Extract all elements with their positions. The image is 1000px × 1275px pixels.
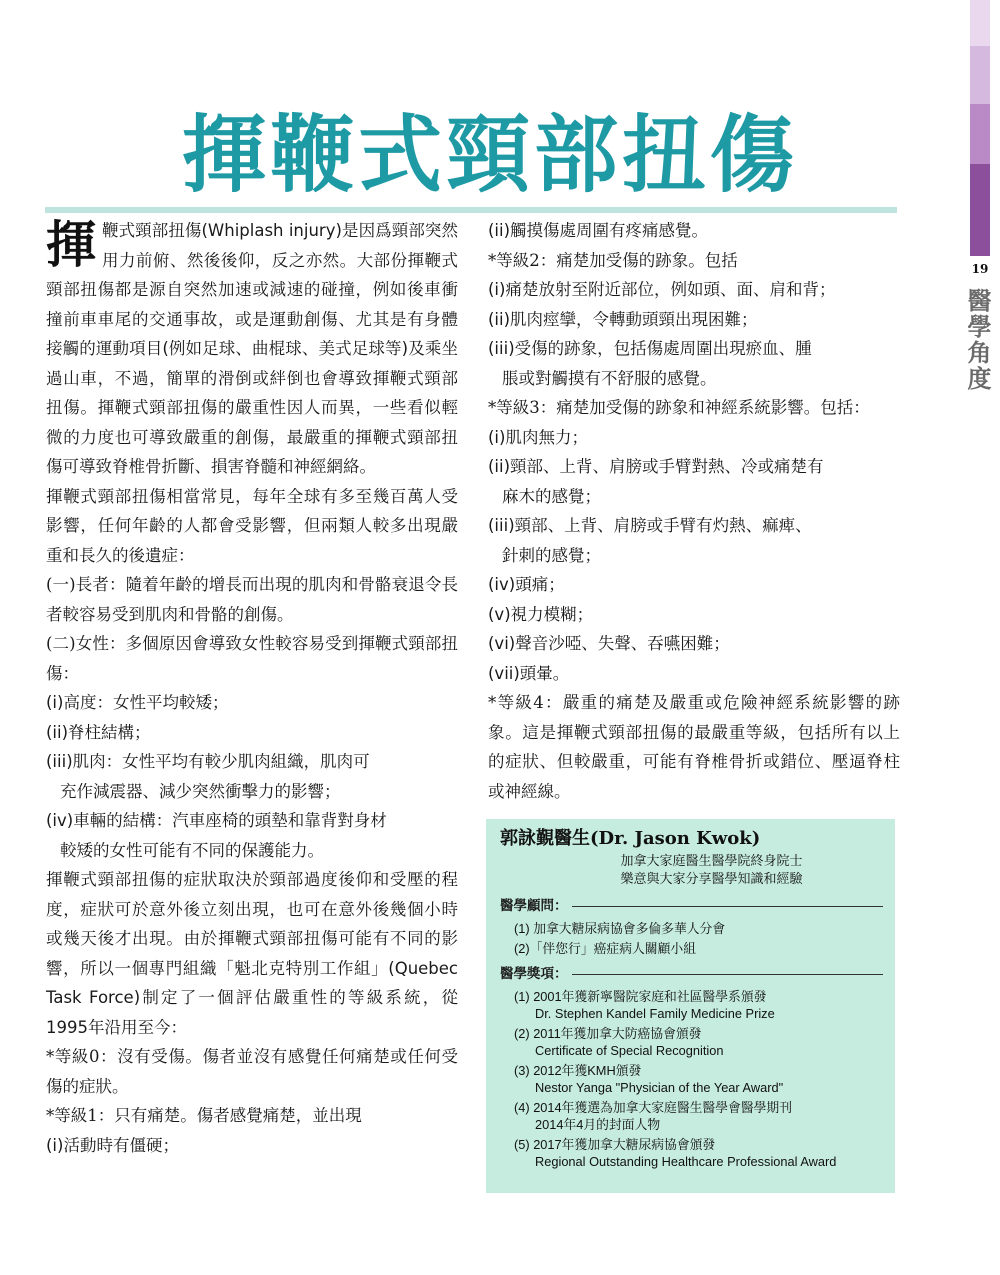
symptoms-paragraph: 揮鞭式頸部扭傷的症狀取決於頸部過度後仰和受壓的程度，症狀可於意外後立刻出現，也可在意外後幾個小時或幾天後才出現。由於揮鞭式頸部扭傷可能有不同的影響，所以一個專門組織「魁北克特別工作組」(Quebec Task Force)制定了一個評估嚴重性的等級系統，從1995年沿用至今： xyxy=(46,870,458,1037)
grade-4: *等級4：嚴重的痛楚及嚴重或危險神經系統影響的跡象。這是揮鞭式頸部扭傷的最嚴重等級，包括所有以上的症狀、但較嚴重，可能有脊椎骨折或錯位、壓逼脊柱或神經線。 xyxy=(488,693,900,801)
women-reason-4-cont: 較矮的女性可能有不同的保護能力。 xyxy=(60,840,324,860)
awards-rule xyxy=(572,974,884,975)
advisor-item: (2)「伴您行」癌症病人關顧小組 xyxy=(514,941,696,956)
left-column xyxy=(46,216,458,1160)
award-line-2: 2014年4月的封面人物 xyxy=(535,1117,661,1132)
color-strip-4 xyxy=(970,164,990,256)
women-reason-3-cont: 充作減震器、減少突然衝擊力的影響； xyxy=(60,781,341,801)
grade-2-item-iii-cont: 脹或對觸摸有不舒服的感覺。 xyxy=(502,368,717,388)
women-reason-2: (ii)脊柱結構； xyxy=(46,722,151,742)
color-strip-1 xyxy=(970,0,990,46)
award-line-2: Certificate of Special Recognition xyxy=(535,1043,724,1058)
grade-2: *等級2：痛楚加受傷的跡象。包括 xyxy=(488,250,738,270)
drop-cap: 揮 xyxy=(46,215,96,274)
grade-3: *等級3：痛楚加受傷的跡象和神經系統影響。包括： xyxy=(488,398,870,417)
grade-1-item-i: (i)活動時有僵硬； xyxy=(46,1135,179,1155)
award-item xyxy=(500,1099,883,1133)
award-item xyxy=(500,988,883,1022)
award-line-1: (2) 2011年獲加拿大防癌協會頒發 xyxy=(514,1026,702,1041)
award-line-1: (1) 2001年獲新寧醫院家庭和社區醫學系頒發 xyxy=(514,989,767,1004)
award-line-2: Regional Outstanding Healthcare Professional Award xyxy=(535,1154,837,1169)
grade-2-item-ii: (ii)肌肉痙攣，令轉動頭頸出現困難； xyxy=(488,309,758,329)
author-name: 郭詠覲醫生(Dr. Jason Kwok) xyxy=(500,828,761,849)
awards-heading: 醫學獎項： xyxy=(500,966,568,982)
award-line-1: (4) 2014年獲選為加拿大家庭醫生醫學會醫學期刊 xyxy=(514,1100,793,1115)
page-number: 19 xyxy=(971,262,989,276)
advisor-item: (1) 加拿大糖尿病協會多倫多華人分會 xyxy=(514,921,726,936)
grade-3-item-ii: (ii)頸部、上背、肩膀或手臂對熱、冷或痛楚有 xyxy=(488,457,824,476)
color-strip-3 xyxy=(970,104,990,164)
award-line-1: (3) 2012年獲KMH頒發 xyxy=(514,1063,642,1078)
awards-section-header xyxy=(500,963,883,985)
grade-3-item-ii-cont: 麻木的感覺； xyxy=(502,486,601,506)
right-column xyxy=(488,216,900,806)
award-item xyxy=(500,1136,883,1170)
grade-3-item-iii-cont: 針刺的感覺； xyxy=(502,545,601,565)
intro-paragraph xyxy=(46,216,458,482)
women-paragraph: (二)女性：多個原因會導致女性較容易受到揮鞭式頸部扭傷： xyxy=(46,634,458,683)
title-rule xyxy=(45,207,897,213)
grade-0: *等級0：沒有受傷。傷者並沒有感覺任何痛楚或任何受傷的症狀。 xyxy=(46,1047,458,1096)
color-strip-2 xyxy=(970,46,990,104)
award-line-2: Nestor Yanga "Physician of the Year Award" xyxy=(535,1080,784,1095)
award-item xyxy=(500,1062,883,1096)
grade-3-item-vii: (vii)頭暈。 xyxy=(488,663,570,683)
grade-3-item-iv: (iv)頭痛； xyxy=(488,575,565,594)
women-reason-4: (iv)車輛的結構：汽車座椅的頭墊和靠背對身材 xyxy=(46,811,387,830)
grade-2-item-i: (i)痛楚放射至附近部位，例如頭、面、肩和背； xyxy=(488,280,836,299)
author-subtitle-1: 加拿大家庭醫生醫學院終身院士 xyxy=(620,854,803,869)
intro-text: 鞭式頸部扭傷(Whiplash injury)是因爲頸部突然用力前俯、然後後仰，反之亦然。大部份揮鞭式頸部扭傷都是源自突然加速或減速的碰撞，例如後車衝撞前車車尾的交通事故，或是運動創傷、尤其是有身體接觸的運動項目(例如足球、曲棍球、美式足球等)及乘坐過山車，不過，簡單的滑倒或絆倒也會導致揮鞭式頸部扭傷。揮鞭式頸部扭傷的嚴重性因人而異，一些看似輕微的力度也可導致嚴重的創傷，最嚴重的揮鞭式頸部扭傷可導致脊椎骨折斷、損害脊髓和神經網絡。 xyxy=(46,221,458,476)
award-line-1: (5) 2017年獲加拿大糖尿病協會頒發 xyxy=(514,1137,716,1152)
grade-1-item-ii: (ii)觸摸傷處周圍有疼痛感覺。 xyxy=(488,221,709,240)
advisor-heading: 醫學顧問： xyxy=(500,898,568,914)
section-name: 醫學角度 xyxy=(963,288,992,392)
prevalence-paragraph: 揮鞭式頸部扭傷相當常見，每年全球有多至幾百萬人受影響，任何年齡的人都會受影響，但兩類人較多出現嚴重和長久的後遺症： xyxy=(46,486,458,565)
advisor-rule xyxy=(572,906,884,907)
author-card xyxy=(486,819,895,1193)
women-reason-1: (i)高度：女性平均較矮； xyxy=(46,693,229,712)
page-title: 揮鞭式頸部扭傷 xyxy=(181,105,798,204)
advisor-section-header xyxy=(500,895,883,917)
grade-2-item-iii: (iii)受傷的跡象，包括傷處周圍出現瘀血、腫 xyxy=(488,339,812,358)
author-subtitle-2: 樂意與大家分享醫學知識和經驗 xyxy=(620,872,803,887)
award-item xyxy=(500,1025,883,1059)
grade-1: *等級1：只有痛楚。傷者感覺痛楚，並出現 xyxy=(46,1106,362,1125)
elderly-paragraph: (一)長者：隨着年齡的增長而出現的肌肉和骨骼衰退令長者較容易受到肌肉和骨骼的創傷。 xyxy=(46,575,458,624)
grade-3-item-vi: (vi)聲音沙啞、失聲、吞嚥困難； xyxy=(488,634,730,653)
award-line-2: Dr. Stephen Kandel Family Medicine Prize xyxy=(535,1006,775,1021)
grade-3-item-v: (v)視力模糊； xyxy=(488,604,594,624)
women-reason-3: (iii)肌肉：女性平均有較少肌肉組織，肌肉可 xyxy=(46,752,370,771)
grade-3-item-iii: (iii)頸部、上背、肩膀或手臂有灼熱、痲痺、 xyxy=(488,516,812,535)
grade-3-item-i: (i)肌肉無力； xyxy=(488,427,588,447)
